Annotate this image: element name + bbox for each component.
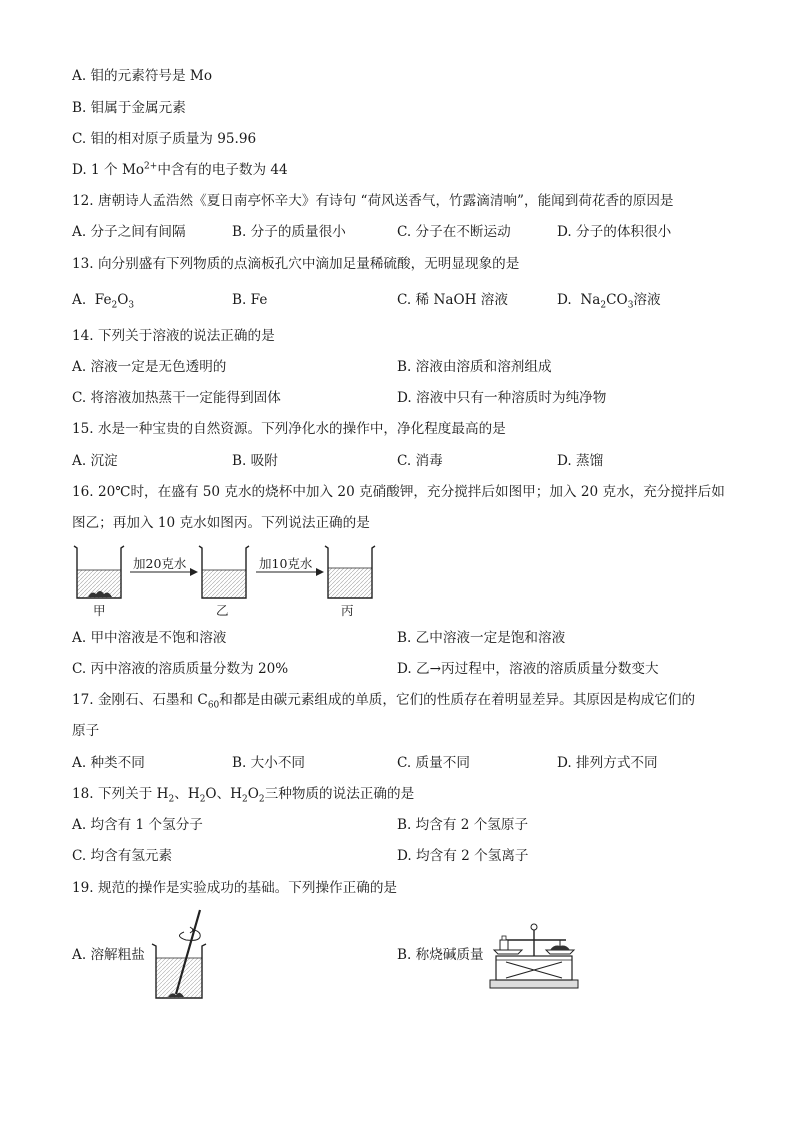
q15-option-b: B. 吸附 [232, 453, 278, 469]
q18-stem-a: 18. 下列关于 H [72, 786, 169, 802]
q11-option-d [72, 161, 288, 179]
q14-option-b: B. 溶液由溶质和溶剂组成 [397, 359, 552, 375]
right-pan [546, 950, 574, 954]
q18-option-b: B. 均含有 2 个氢原子 [397, 817, 529, 833]
beaker-yi [199, 546, 249, 598]
q15-option-a: A. 沉淀 [72, 453, 118, 469]
q16-stem-line1: 16. 20℃时，在盛有 50 克水的烧杯中加入 20 克硝酸钾，充分搅拌后如图甲；加入 20 克水，充分搅拌后如 [72, 484, 725, 500]
q18-stem-s4: 2 [258, 794, 265, 805]
q19-option-a: A. 溶解粗盐 [72, 947, 145, 963]
dissolving-salt-figure [150, 906, 220, 1002]
weight-icon [500, 940, 508, 950]
q17-option-b: B. 大小不同 [232, 755, 306, 771]
q13-d-post: 溶液 [633, 292, 661, 308]
q11-option-d-pre: D. 1 个 Mo [72, 162, 145, 178]
q16-option-a: A. 甲中溶液是不饱和溶液 [72, 630, 227, 646]
q13-option-a [72, 291, 134, 309]
q13-a-s2: 3 [128, 300, 135, 311]
q18-stem-s1: 2 [168, 794, 175, 805]
stir-motion-icon [179, 930, 200, 940]
q17-option-d: D. 排列方式不同 [557, 755, 658, 771]
q13-a-f2: O [117, 292, 129, 308]
q15-stem: 15. 水是一种宝贵的自然资源。下列净化水的操作中，净化程度最高的是 [72, 421, 506, 437]
q18-stem [72, 785, 414, 803]
q17-stem-pre: 17. 金刚石、石墨和 C [72, 692, 208, 708]
q14-stem: 14. 下列关于溶液的说法正确的是 [72, 328, 275, 344]
q15-option-c: C. 消毒 [397, 453, 443, 469]
q16-option-d: D. 乙→丙过程中，溶液的溶质质量分数变大 [397, 661, 659, 677]
q13-d-s1: 2 [600, 300, 607, 311]
beaker-jia [74, 546, 124, 598]
q14-option-d: D. 溶液中只有一种溶质时为纯净物 [397, 390, 607, 406]
q16-arrow1-label: 加20克水 [133, 556, 187, 571]
q12-option-c: C. 分子在不断运动 [397, 224, 511, 240]
q11-option-a: A. 钼的元素符号是 Mo [72, 68, 213, 84]
beaker-bing [325, 546, 375, 598]
q13-a-f1: Fe [94, 292, 112, 308]
q16-option-c: C. 丙中溶液的溶质质量分数为 20% [72, 661, 289, 677]
q17-option-c: C. 质量不同 [397, 755, 470, 771]
q13-option-c: C. 稀 NaOH 溶液 [397, 292, 508, 308]
q16-label-jia: 甲 [93, 603, 106, 618]
q12-option-d: D. 分子的体积很小 [557, 224, 672, 240]
q13-a-label: A. [72, 292, 87, 308]
q14-option-c: C. 将溶液加热蒸干一定能得到固体 [72, 390, 281, 406]
q13-option-b: B. Fe [232, 292, 268, 308]
q13-d-f1: Na [580, 292, 601, 308]
q17-stem-line2: 原子 [72, 723, 100, 739]
q16-option-b: B. 乙中溶液一定是饱和溶液 [397, 630, 566, 646]
q12-stem: 12. 唐朝诗人孟浩然《夏日南亭怀辛大》有诗句 “荷风送香气，竹露滴清响”，能闻到荷花香的原因是 [72, 193, 674, 209]
q18-stem-b: 、H [174, 786, 200, 802]
q14-option-a: A. 溶液一定是无色透明的 [72, 359, 227, 375]
q13-option-d [557, 291, 661, 309]
q18-stem-s2: 2 [199, 794, 206, 805]
q16-label-bing: 丙 [341, 603, 354, 618]
q18-stem-c: O、H [205, 786, 243, 802]
q19-stem: 19. 规范的操作是实验成功的基础。下列操作正确的是 [72, 880, 398, 896]
q11-option-d-post: 中含有的电子数为 44 [157, 162, 288, 178]
q15-option-d: D. 蒸馏 [557, 453, 604, 469]
q18-option-a: A. 均含有 1 个氢分子 [72, 817, 203, 833]
q16-label-yi: 乙 [216, 603, 229, 618]
q18-option-d: D. 均含有 2 个氢离子 [397, 848, 529, 864]
q17-option-a: A. 种类不同 [72, 755, 145, 771]
q19-option-b: B. 称烧碱质量 [397, 947, 484, 963]
q12-option-b: B. 分子的质量很小 [232, 224, 346, 240]
sodium-hydroxide-sample [550, 946, 570, 951]
q13-d-s2: 3 [627, 300, 634, 311]
q17-stem-line1 [72, 691, 695, 709]
q13-stem: 13. 向分别盛有下列物质的点滴板孔穴中滴加足量稀硫酸，无明显现象的是 [72, 256, 520, 272]
q17-stem-post: 和都是由碳元素组成的单质，它们的性质存在着明显差异。其原因是构成它们的 [219, 692, 696, 708]
q11-option-d-sup: 2+ [144, 161, 158, 172]
q11-option-b: B. 钼属于金属元素 [72, 100, 186, 116]
q18-stem-e: 三种物质的说法正确的是 [264, 786, 415, 802]
q11-option-c: C. 钼的相对原子质量为 95.96 [72, 131, 257, 147]
q18-stem-d: O [247, 786, 259, 802]
q13-d-label: D. [557, 292, 572, 308]
q17-stem-sub: 60 [207, 700, 220, 711]
q18-stem-s3: 2 [242, 794, 248, 805]
q16-stem-line2: 图乙；再加入 10 克水如图丙。下列说法正确的是 [72, 515, 370, 531]
balance-scale-figure [488, 914, 580, 990]
q16-arrow2-label: 加10克水 [259, 556, 313, 571]
q13-a-s1: 2 [111, 300, 118, 311]
q18-option-c: C. 均含有氢元素 [72, 848, 173, 864]
left-pan [494, 950, 522, 954]
q12-option-a: A. 分子之间有间隔 [72, 224, 186, 240]
q13-d-f2: CO [606, 292, 628, 308]
